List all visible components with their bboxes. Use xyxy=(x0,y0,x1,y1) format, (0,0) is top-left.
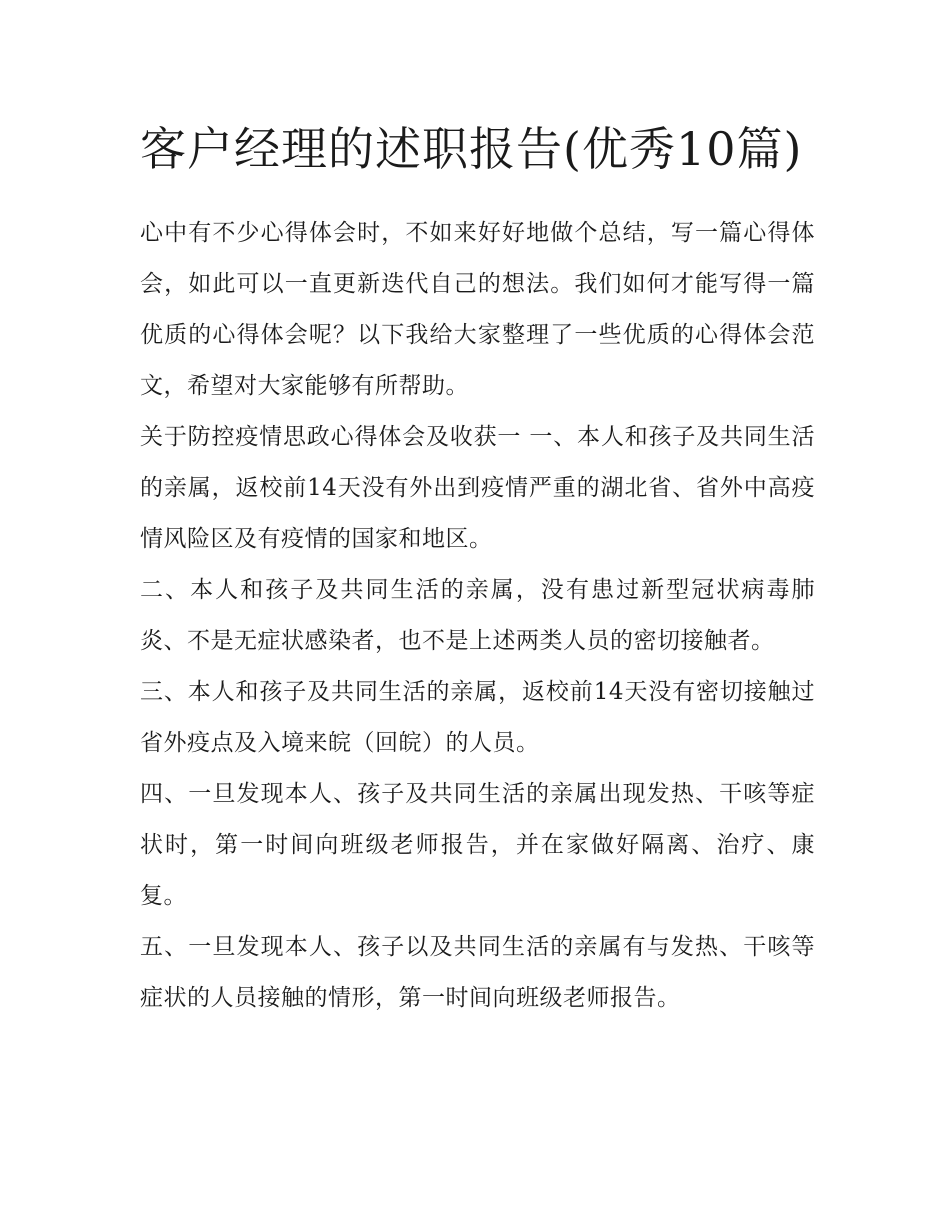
paragraph-item-4: 四、一旦发现本人、孩子及共同生活的亲属出现发热、干咳等症状时，第一时间向班级老师报告，并在家做好隔离、治疗、康复。 xyxy=(140,781,815,909)
paragraph-item-3: 三、本人和孩子及共同生活的亲属，返校前14天没有密切接触过省外疫点及入境来皖（回皖）的人员。 xyxy=(140,679,815,756)
document-title: 客户经理的述职报告(优秀10篇) xyxy=(140,122,803,176)
paragraph-item-5: 五、一旦发现本人、孩子以及共同生活的亲属有与发热、干咳等症状的人员接触的情形，第一时间向班级老师报告。 xyxy=(140,934,815,1011)
paragraph-item-2: 二、本人和孩子及共同生活的亲属，没有患过新型冠状病毒肺炎、不是无症状感染者，也不是上述两类人员的密切接触者。 xyxy=(140,577,815,654)
paragraph-item-1: 关于防控疫情思政心得体会及收获一 一、本人和孩子及共同生活的亲属，返校前14天没有外出到疫情严重的湖北省、省外中高疫情风险区及有疫情的国家和地区。 xyxy=(140,424,815,552)
document-body xyxy=(140,112,815,1024)
paragraph-intro: 心中有不少心得体会时，不如来好好地做个总结，写一篇心得体会，如此可以一直更新迭代自己的想法。我们如何才能写得一篇优质的心得体会呢？以下我给大家整理了一些优质的心得体会范文，希望对大家能够有所帮助。 xyxy=(140,220,815,399)
